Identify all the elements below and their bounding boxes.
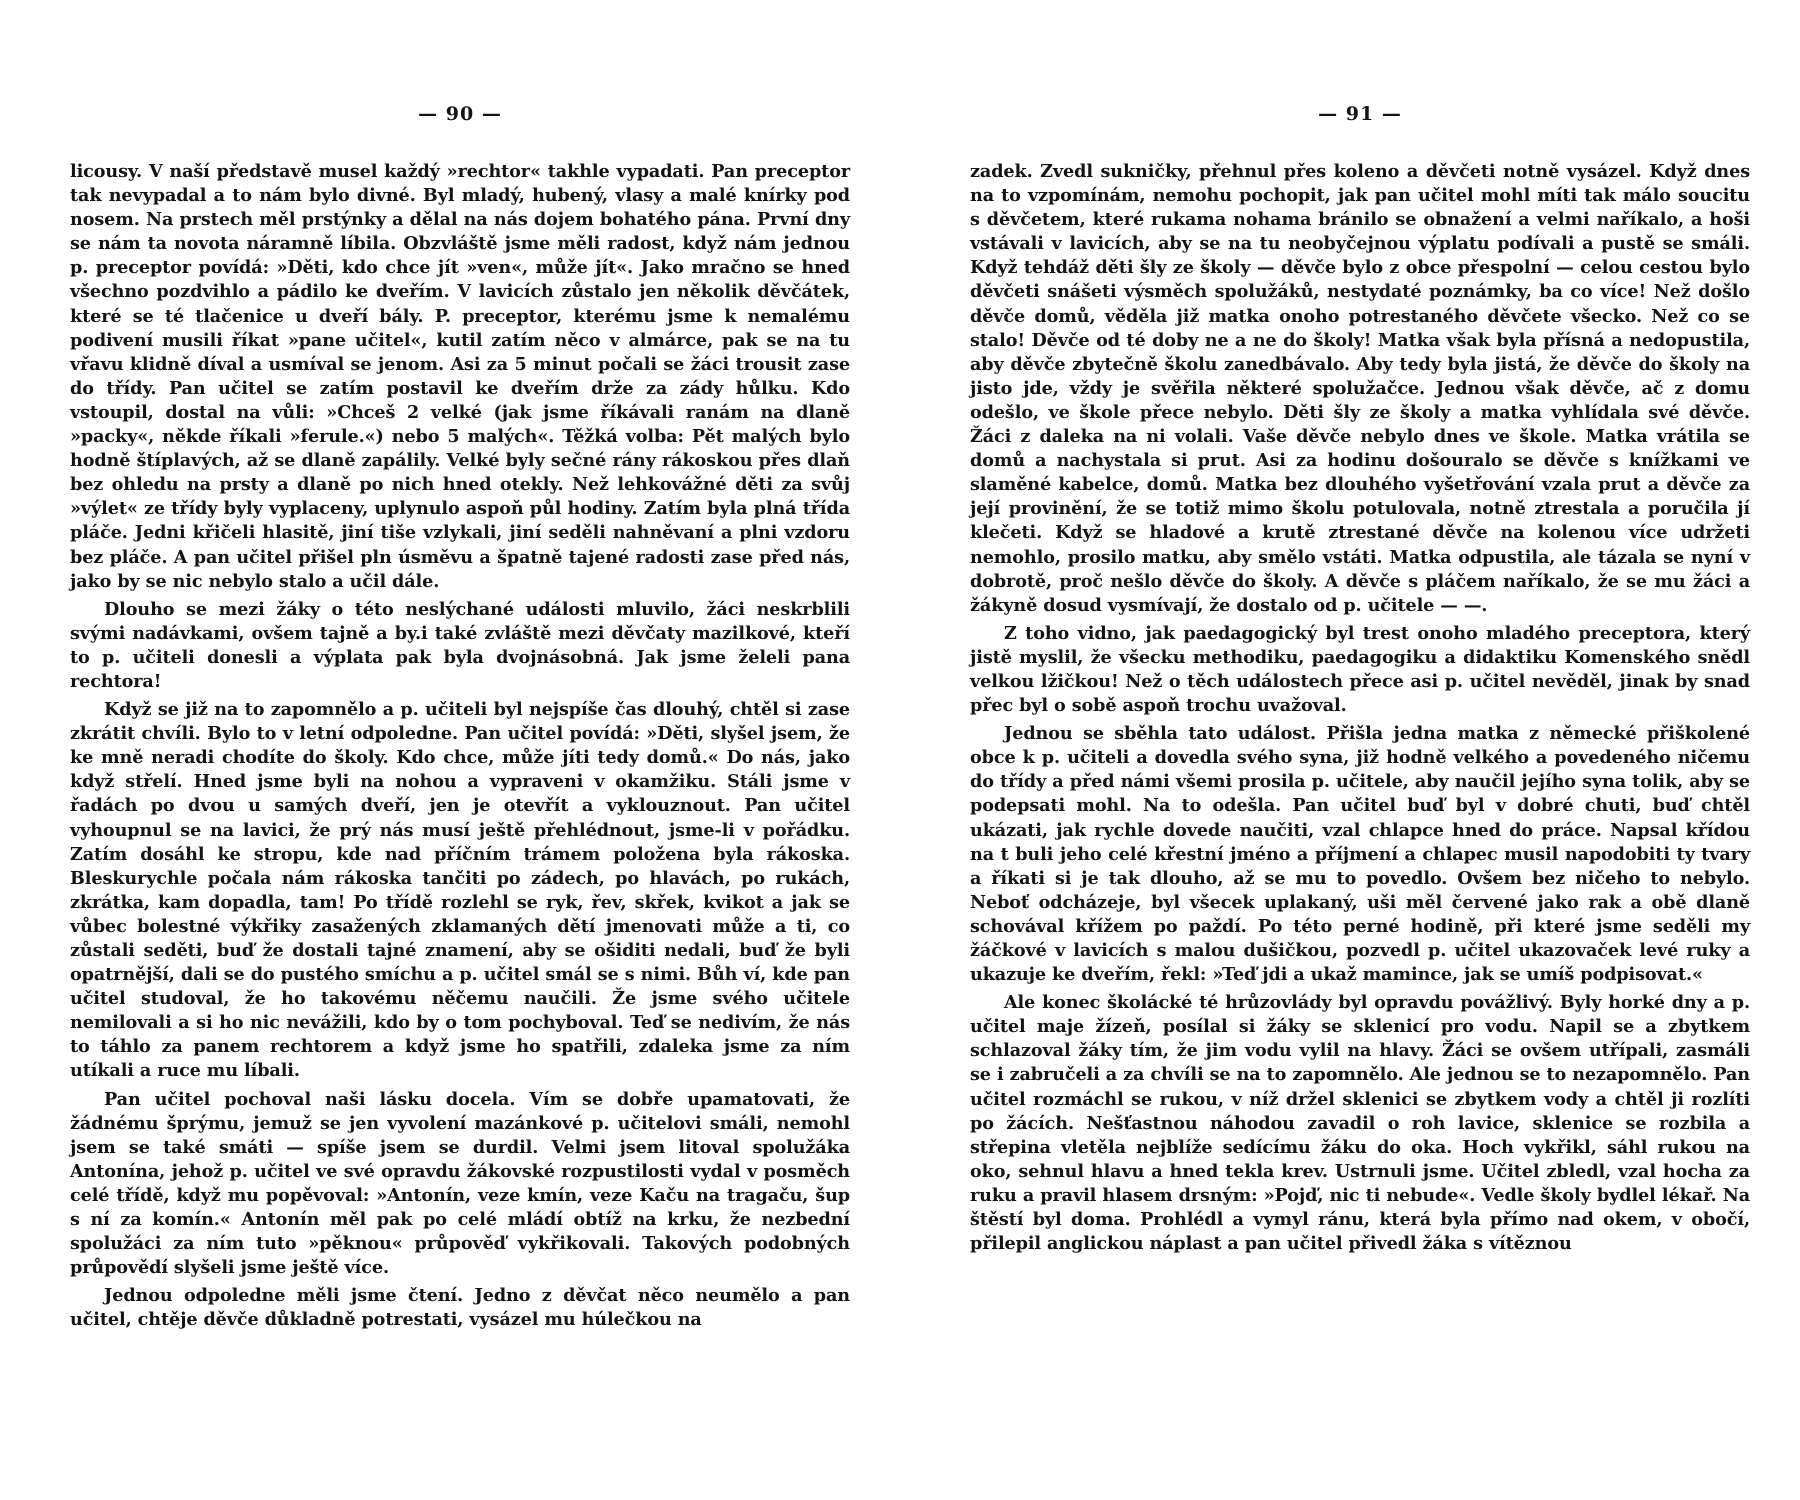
- left-page: [70, 0, 850, 1500]
- paragraph: Pan učitel pochoval naši lásku docela. Vím se dobře upamatovati, že žádnému šprýmu, jemuž se jen vyvolení mazánkové p. učitelovi smáli, nemohl jsem se také smáti — spíše jsem se durdil. Velmi jsem litoval spolužáka Antonína, jehož p. učitel ve své opravdu žákovské rozpustilosti vydal v posměch celé třídě, když mu popěvoval: »Antonín, veze kmín, veze Kaču na tragaču, šup s ní za komín.« Antonín měl pak po celé mládí obtíž na krku, že nezbední spolužáci za ním tuto »pěknou« průpověď vykřikovali. Takových podobných průpovědí slyšeli jsme ještě více.: [70, 1088, 850, 1279]
- paragraph: Jednou odpoledne měli jsme čtení. Jedno z děvčat něco neumělo a pan učitel, chtěje děvče důkladně potrestati, vysázel mu húlečkou na: [70, 1285, 850, 1331]
- paragraph: Dlouho se mezi žáky o této neslýchané události mluvilo, žáci neskrblili svými nadávkami, ovšem tajně a by.i také zvláště mezi děvčaty mazilkové, kteří to p. učiteli donesli a výplata pak byla dvojnásobná. Jak jsme želeli pana rechtora!: [70, 598, 850, 692]
- page-number-90: — 90 —: [418, 103, 502, 125]
- paragraph: Jednou se sběhla tato událost. Přišla jedna matka z německé přiškolené obce k p. učiteli a dovedla svého syna, již hodně velkého a povedeného ničemu do třídy a před námi všemi prosila p. učitele, aby naučil jejího syna tolik, aby se podepsati mohl. Na to odešla. Pan učitel buď byl v dobré chuti, buď chtěl ukázati, jak rychle dovede naučiti, vzal chlapce hned do práce. Napsal křídou na t buli jeho celé křestní jméno a příjmení a chlapec musil napodobiti ty tvary a říkati si je tak dlouho, až se mu to povedlo. Ovšem bez ničeho to nebylo. Neboť odcházeje, byl všecek uplakaný, uši měl červené jako rak a obě dlaně schovával křížem po paždí. Po této perné hodině, při které jsme seděli my žáčkové v lavicích s malou dušičkou, pozvedl p. učitel ukazovaček levé ruky a ukazuje ke dveřím, řekl: »Teď jdi a ukaž mamince, jak se umíš podpisovat.«: [970, 723, 1750, 986]
- right-page: [970, 0, 1750, 1500]
- paragraph: licousy. V naší představě musel každý »rechtor« takhle vypadati. Pan preceptor tak nevypadal a to nám bylo divné. Byl mladý, hubený, vlasy a malé knírky pod nosem. Na prstech měl prstýnky a dělal na nás dojem bohatého pána. První dny se nám ta novota náramně líbila. Obzvláště jsme měli radost, když nám jednou p. preceptor povídá: »Děti, kdo chce jít »ven«, může jít«. Jako mračno se hned všechno pozdvihlo a pádilo ke dveřím. V lavicích zůstalo jen několik děvčátek, které se té tlačenice u dveří bály. P. preceptor, kterému jsme k nemalému podivení musili říkat »pane učitel«, kutil zatím něco v almárce, pak se na tu vřavu klidně díval a usmíval se jenom. Asi za 5 minut počali se žáci trousit zase do třídy. Pan učitel se zatím postavil ke dveřím drže za zády hůlku. Kdo vstoupil, dostal na vůli: »Chceš 2 velké (jak jsme říkávali ranám na dlaně »packy«, někde říkali »ferule.«) nebo 5 malých«. Těžká volba: Pět malých bylo hodně štíplavých, až se dlaně zapálily. Velké byly sečné rány rákoskou přes dlaň bez ohledu na prsty a dlaně po nich hned otekly. Než lehkovážné děti za svůj »výlet« ze třídy byly vyplaceny, uplynulo aspoň půl hodiny. Zatím byla plná třída pláče. Jedni křičeli hlasitě, jiní tiše vzlykali, jiní seděli nahněvaní a plni vzdoru bez pláče. A pan učitel přišel pln úsměvu a špatně tajené radosti zase před nás, jako by se nic nebylo stalo a učil dále.: [70, 161, 850, 592]
- paragraph: Když se již na to zapomnělo a p. učiteli byl nejspíše čas dlouhý, chtěl si zase zkrátit chvíli. Bylo to v letní odpoledne. Pan učitel povídá: »Děti, slyšel jsem, že ke mně neradi chodíte do školy. Kdo chce, může jíti tedy domů.« Do nás, jako když střelí. Hned jsme byli na nohou a vypraveni v okamžiku. Stáli jsme v řadách po dvou u samých dveří, jen je otevřít a vyklouznout. Pan učitel vyhoupnul se na lavici, že prý nás musí ještě přehlédnout, jsme-li v pořádku. Zatím dosáhl ke stropu, kde nad příčním trámem položena byla rákoska. Bleskurychle počala nám rákoska tančiti po zádech, po hlavách, po rukách, zkrátka, kam dopadla, tam! Po třídě rozlehl se ryk, řev, skřek, kvikot a jak se vůbec bolestné výkřiky zasažených zklamaných dětí jmenovati může a ti, co zůstali seděti, buď že dostali tajné znamení, aby se ošiditi nedali, buď že byli opatrnější, dali se do pustého smíchu a p. učitel smál se s nimi. Bůh ví, kde pan učitel studoval, že ho takovému něčemu naučili. Že jsme svého učitele nemilovali a si ho nic nevážili, kdo by o tom pochyboval. Teď se nedivím, že nás to táhlo za panem rechtorem a když jsme ho spatřili, zdaleka jsme za ním utíkali a ruce mu líbali.: [70, 699, 850, 1082]
- paragraph: Ale konec školácké té hrůzovlády byl opravdu povážlivý. Byly horké dny a p. učitel maje žízeň, posílal si žáky se sklenicí pro vodu. Napil se a zbytkem schlazoval žáky tím, že jim vodu vylil na hlavy. Žáci se ovšem utřípali, zasmáli se i zabručeli a za chvíli se na to zapomnělo. Ale jednou se to nezapomnělo. Pan učitel rozmáchl se rukou, v níž držel sklenici se zbytkem vody a chtěl ji rozlíti po žácích. Nešťastnou náhodou zavadil o roh lavice, sklenice se rozbila a střepina vletěla nejblíže sedícímu žáku do oka. Hoch vykřikl, sáhl rukou na oko, sehnul hlavu a hned tekla krev. Ustrnuli jsme. Učitel zbledl, vzal hocha za ruku a pravil hlasem drsným: »Pojď, nic ti nebude«. Vedle školy bydlel lékař. Na štěstí byl doma. Prohlédl a vymyl ránu, která byla přímo nad okem, v obočí, přilepil anglickou náplast a pan učitel přivedl žáka s vítěznou: [970, 992, 1750, 1255]
- paragraph: Z toho vidno, jak paedagogický byl trest onoho mladého preceptora, který jistě myslil, že všecku methodiku, paedagogiku a didaktiku Komenského snědl velkou lžičkou! Než o těch událostech přece asi p. učitel nevěděl, jinak by snad přec byl o sobě aspoň trochu uvažoval.: [970, 622, 1750, 717]
- page-number-91: — 91 —: [1318, 103, 1402, 125]
- paragraph: zadek. Zvedl sukničky, přehnul přes koleno a děvčeti notně vysázel. Když dnes na to vzpomínám, nemohu pochopit, jak pan učitel mohl míti tak málo soucitu s děvčetem, které rukama nohama bránilo se obnažení a velmi naříkalo, a hoši vstávali v lavicích, aby se na tu neobyčejnou výplatu podívali a pustě se smáli. Když tehdáž děti šly ze školy — děvče bylo z obce přespolní — celou cestou bylo děvčeti snášeti výsměch spolužáků, nestydaté poznámky, ba co více! Než došlo děvče domů, věděla již matka onoho potrestaného děvčete všecko. Než co se stalo! Děvče od té doby ne a ne do školy! Matka však byla přísná a nedopustila, aby děvče zbytečně školu zanedbávalo. Aby tedy byla jistá, že děvče do školy na jisto jde, vždy je svěřila některé spolužačce. Jednou však děvče, ač z domu odešlo, ve škole přece nebylo. Děti šly ze školy a matka vyhlídala své děvče. Žáci z daleka na ni volali. Vaše děvče nebylo dnes ve škole. Matka vrátila se domů a nachystala si prut. Asi za hodinu došouralo se děvče s knížkami ve slaměné kabelce, domů. Matka bez dlouhého vyšetřování vzala prut a děvče za její provinění, že se totiž mimo školu potulovala, notně ztrestala a poručila jí klečeti. Když se hladové a krutě ztrestané děvče na kolenou více udržeti nemohlo, prosilo matku, aby smělo vstáti. Matka odpustila, ale tázala se nyní v dobrotě, proč nešlo děvče do školy. A děvče s pláčem naříkalo, že se mu žáci a žákyně dosud vysmívají, že dostalo od p. učitele — —.: [970, 161, 1750, 616]
- left-page-text: [70, 160, 850, 1333]
- right-page-text: [970, 160, 1750, 1256]
